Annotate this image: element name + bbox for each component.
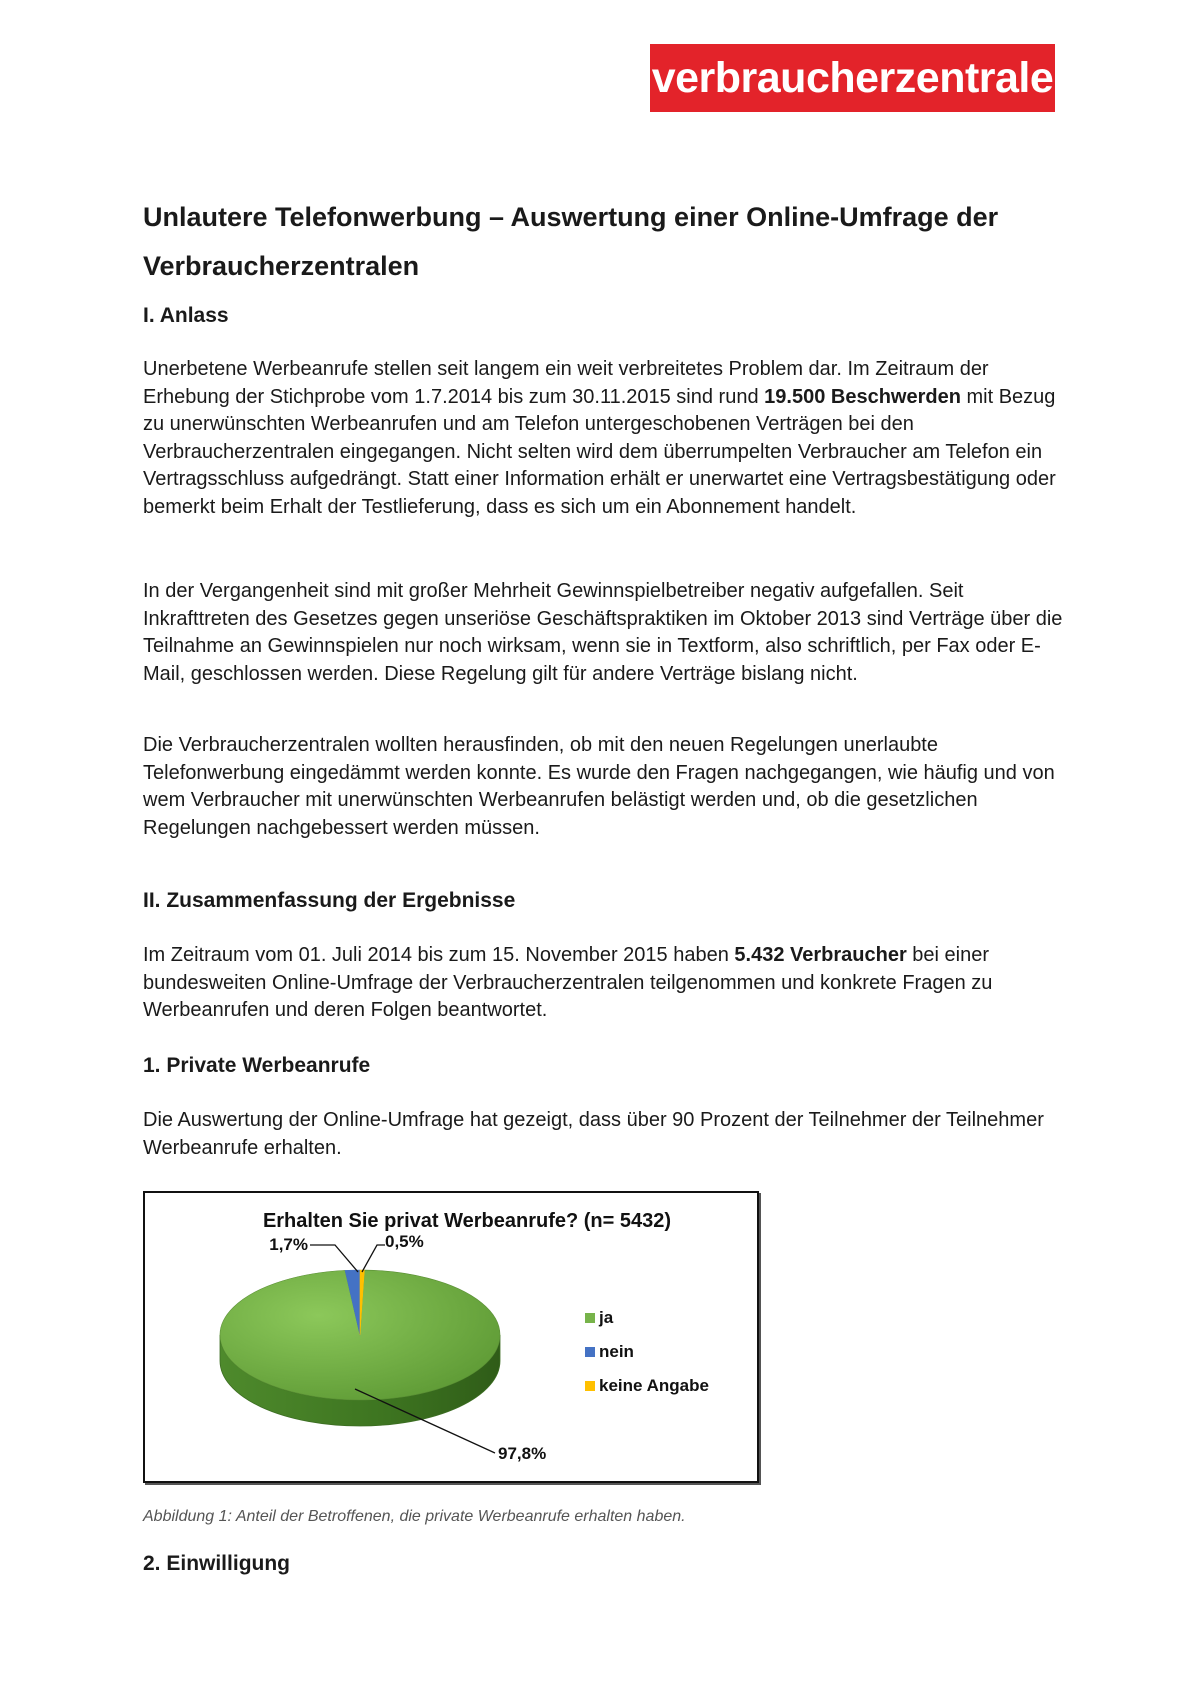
- pie-chart: [145, 1193, 757, 1481]
- leader-line-keine-angabe: [362, 1245, 385, 1272]
- legend-item-ja: ja: [599, 1308, 614, 1327]
- subheading-einwilligung: 2. Einwilligung: [143, 1552, 290, 1575]
- value-label-ja: 97,8%: [498, 1444, 547, 1463]
- paragraph-private-werbeanrufe: Die Auswertung der Online-Umfrage hat gezeigt, dass über 90 Prozent der Teilnehmer der Teilnehmer Werbeanrufe erhalten.: [143, 1109, 1044, 1159]
- paragraph-anlass-3: Die Verbraucherzentralen wollten herausfinden, ob mit den neuen Regelungen unerlaubte Telefonwerbung eingedämmt werden konnte. Es wurde den Fragen nachgegangen, wie häufig und von wem Verbraucher mit unerwünschten Werbeanrufen belästigt werden und, ob die gesetzlichen Regelungen nachgebessert werden müssen.: [143, 734, 1055, 839]
- value-label-keine-angabe: 0,5%: [385, 1232, 424, 1251]
- figure-caption: Abbildung 1: Anteil der Betroffenen, die private Werbeanrufe erhalten haben.: [143, 1508, 686, 1525]
- legend-swatch-ja: [585, 1313, 595, 1323]
- paragraph-anlass-1: Unerbetene Werbeanrufe stellen seit langem ein weit verbreitetes Problem dar. Im Zeitraum der Erhebung der Stichprobe vom 1.7.2014 bis zum 30.11.2015 sind rund 19.500 Beschwerden mit Bezug zu unerwünschten Werbeanrufen und am Telefon untergeschobenen Verträgen bei den Verbraucherzentralen eingegangen. Nicht selten wird dem überrumpelten Verbraucher am Telefon ein Vertragsschluss aufgedrängt. Statt einer Information erhält er unerwartet eine Vertragsbestätigung oder bemerkt beim Erhalt der Testlieferung, dass es sich um ein Abonnement handelt.: [143, 358, 1056, 518]
- legend-item-nein: nein: [599, 1342, 634, 1361]
- subheading-private-werbeanrufe: 1. Private Werbeanrufe: [143, 1054, 371, 1077]
- legend-swatch-nein: [585, 1347, 595, 1357]
- paragraph-anlass-2: In der Vergangenheit sind mit großer Mehrheit Gewinnspielbetreiber negativ aufgefallen. Seit Inkrafttreten des Gesetzes gegen unseriöse Geschäftspraktiken im Oktober 2013 sind Verträge über die Teilnahme an Gewinnspielen nur noch wirksam, wenn sie in Textform, also schriftlich, per Fax oder E-Mail, geschlossen werden. Diese Regelung gilt für andere Verträge bislang nicht.: [143, 580, 1063, 685]
- brand-logo: verbraucherzentrale: [650, 44, 1055, 112]
- leader-line-nein: [310, 1245, 358, 1272]
- section-heading-anlass: I. Anlass: [143, 304, 229, 327]
- chart-title: Erhalten Sie privat Werbeanrufe? (n= 5432): [262, 1210, 672, 1232]
- page-title: Unlautere Telefonwerbung – Auswertung einer Online-Umfrage der Verbraucherzentralen: [143, 202, 999, 281]
- section-heading-zusammenfassung: II. Zusammenfassung der Ergebnisse: [143, 889, 516, 912]
- value-label-nein: 1,7%: [269, 1235, 308, 1254]
- pie-chart-frame: [143, 1191, 759, 1483]
- legend-swatch-keine-angabe: [585, 1381, 595, 1391]
- paragraph-zusammenfassung: Im Zeitraum vom 01. Juli 2014 bis zum 15. November 2015 haben 5.432 Verbraucher bei einer bundesweiten Online-Umfrage der Verbraucherzentralen teilgenommen und konkrete Fragen zu Werbeanrufen und deren Folgen beantwortet.: [143, 944, 993, 1022]
- legend-item-keine-angabe: keine Angabe: [599, 1376, 709, 1395]
